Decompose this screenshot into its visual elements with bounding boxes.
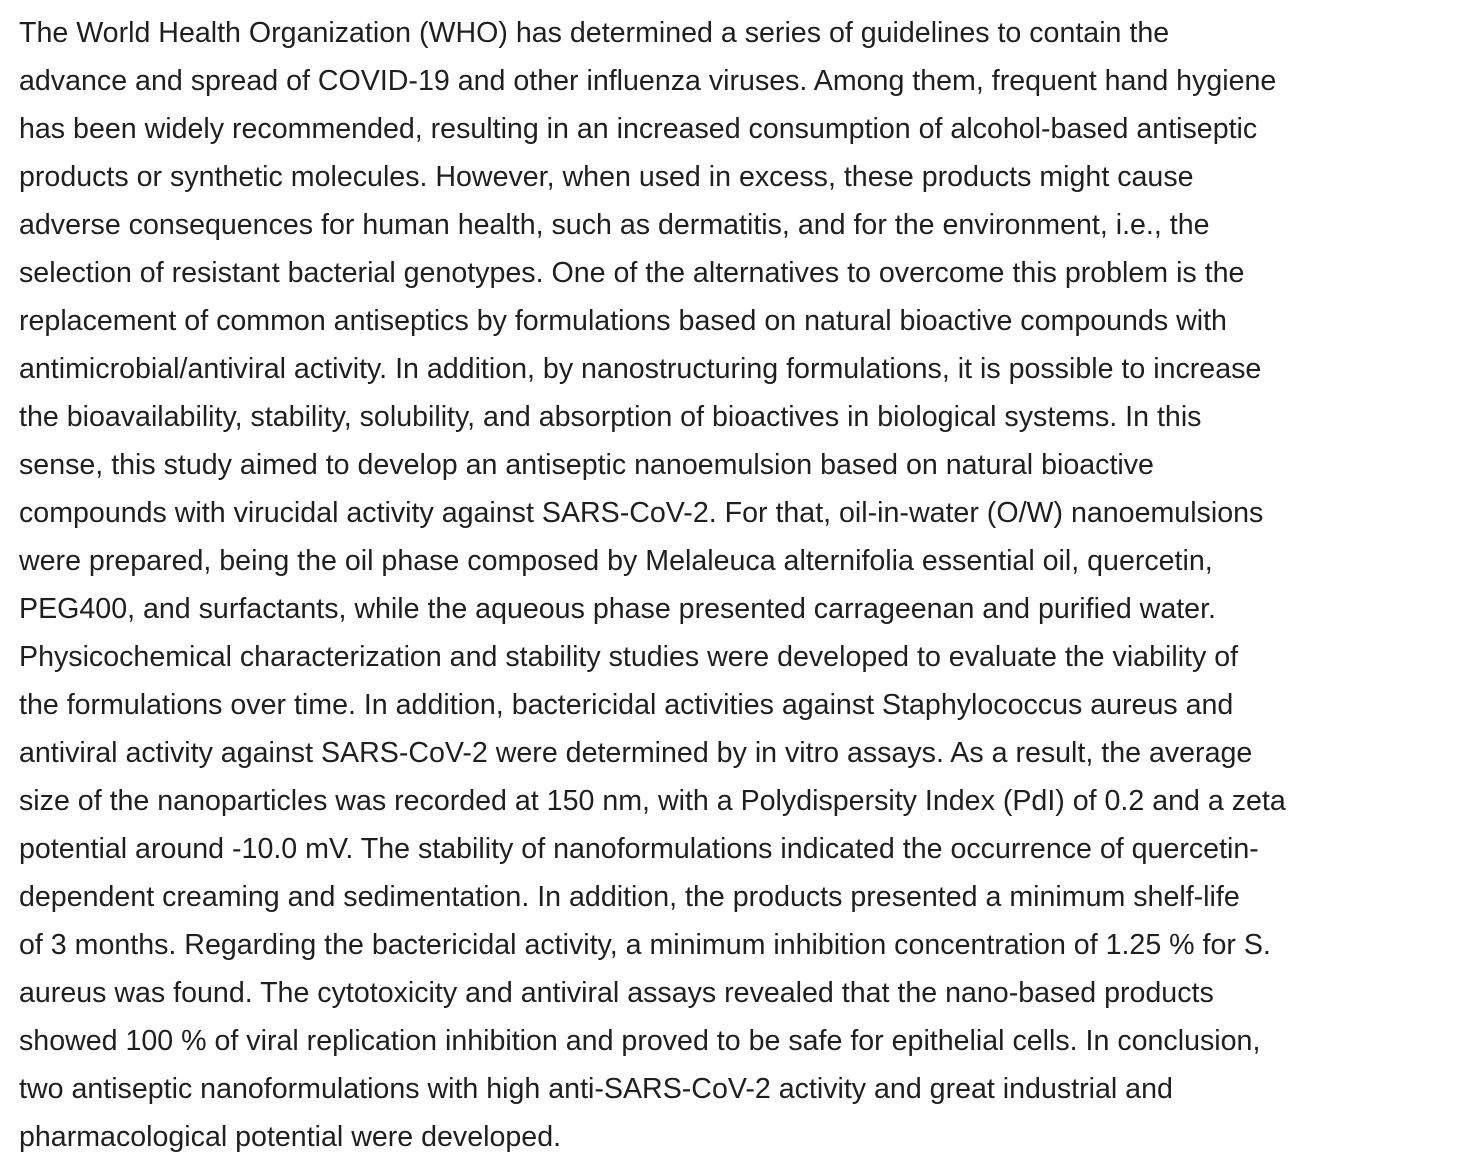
paragraph-line: advance and spread of COVID-19 and other influenza viruses. Among them, frequent hand hygiene xyxy=(19,65,1277,97)
paragraph-line: antiviral activity against SARS-CoV-2 were determined by in vitro assays. As a result, the average xyxy=(19,737,1253,769)
paragraph-line: selection of resistant bacterial genotypes. One of the alternatives to overcome this problem is the xyxy=(19,257,1245,289)
paragraph-line: The World Health Organization (WHO) has determined a series of guidelines to contain the xyxy=(19,17,1170,49)
paragraph-line: compounds with virucidal activity against SARS-CoV-2. For that, oil-in-water (O/W) nanoemulsions xyxy=(19,497,1264,529)
paragraph-line: were prepared, being the oil phase composed by Melaleuca alternifolia essential oil, quercetin, xyxy=(19,545,1213,577)
paragraph-line: aureus was found. The cytotoxicity and antiviral assays revealed that the nano-based products xyxy=(19,977,1214,1009)
paragraph-line: replacement of common antiseptics by formulations based on natural bioactive compounds with xyxy=(19,305,1227,337)
paragraph-line: size of the nanoparticles was recorded at 150 nm, with a Polydispersity Index (PdI) of 0.2 and a zeta xyxy=(19,785,1286,817)
abstract-paragraph xyxy=(19,9,1454,1161)
paragraph-line: products or synthetic molecules. However, when used in excess, these products might cause xyxy=(19,161,1194,193)
paragraph-line: dependent creaming and sedimentation. In addition, the products presented a minimum shelf-life xyxy=(19,881,1240,913)
paragraph-line: the formulations over time. In addition, bactericidal activities against Staphylococcus aureus and xyxy=(19,689,1234,721)
paragraph-line: PEG400, and surfactants, while the aqueous phase presented carrageenan and purified water. xyxy=(19,593,1216,625)
paragraph-line: antimicrobial/antiviral activity. In addition, by nanostructuring formulations, it is possible to increase xyxy=(19,353,1262,385)
paragraph-line: pharmacological potential were developed. xyxy=(19,1121,562,1153)
paragraph-line: sense, this study aimed to develop an antiseptic nanoemulsion based on natural bioactive xyxy=(19,449,1154,481)
paragraph-line: the bioavailability, stability, solubility, and absorption of bioactives in biological systems. In this xyxy=(19,401,1202,433)
paragraph-line: Physicochemical characterization and stability studies were developed to evaluate the viability of xyxy=(19,641,1239,673)
paragraph-line: potential around -10.0 mV. The stability of nanoformulations indicated the occurrence of quercetin- xyxy=(19,833,1259,865)
paragraph-line: adverse consequences for human health, such as dermatitis, and for the environment, i.e., the xyxy=(19,209,1210,241)
paragraph-line: two antiseptic nanoformulations with high anti-SARS-CoV-2 activity and great industrial and xyxy=(19,1073,1173,1105)
paragraph-line: showed 100 % of viral replication inhibition and proved to be safe for epithelial cells. In conclusion, xyxy=(19,1025,1261,1057)
paragraph-line: of 3 months. Regarding the bactericidal activity, a minimum inhibition concentration of 1.25 % for S. xyxy=(19,929,1271,961)
paragraph-line: has been widely recommended, resulting in an increased consumption of alcohol-based antiseptic xyxy=(19,113,1258,145)
